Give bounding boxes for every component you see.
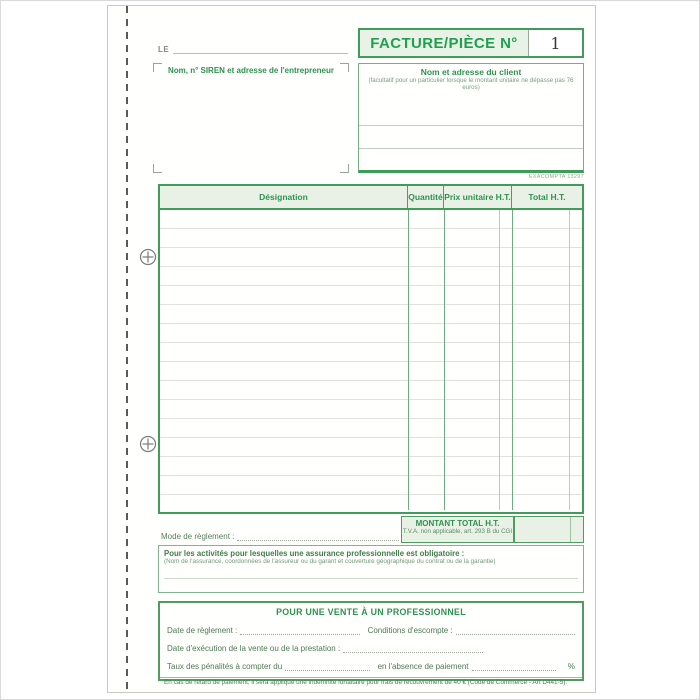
- client-box-title: Nom et adresse du client: [420, 67, 522, 77]
- perforation-dashed-line: [126, 6, 128, 692]
- client-box: [358, 63, 584, 173]
- insurance-write-line: [164, 578, 578, 579]
- penalites-date-write-line: [285, 662, 369, 671]
- conditions-escompte-label: Conditions d'escompte :: [367, 626, 453, 635]
- penalites-middle-label: en l'absence de paiement: [377, 662, 469, 671]
- column-header-total: Total H.T.: [528, 192, 566, 202]
- punch-hole-icon: [139, 248, 157, 266]
- penalites-row: [167, 662, 575, 671]
- professional-sale-title: POUR UNE VENTE À UN PROFESSIONNEL: [276, 607, 466, 617]
- cents-divider: [499, 210, 500, 510]
- payment-mode-write-line: [237, 532, 399, 541]
- column-divider: [408, 210, 409, 510]
- invoice-title: FACTURE/PIÈCE N°: [370, 34, 518, 52]
- total-row: [158, 516, 584, 543]
- date-reglement-write-line: [240, 626, 359, 635]
- entrepreneur-box: [153, 63, 349, 173]
- items-table-body: [160, 210, 582, 510]
- invoice-title-box: [358, 28, 584, 58]
- corner-mark-icon: [340, 164, 349, 173]
- payment-mode-line: [161, 532, 399, 541]
- date-execution-row: [167, 644, 575, 653]
- column-header-prix-unitaire: Prix unitaire H.T.: [444, 186, 512, 208]
- penalites-rate-write-line: [472, 662, 556, 671]
- items-table: [158, 184, 584, 514]
- professional-sale-section: [158, 601, 584, 686]
- invoice-number: 1: [550, 33, 561, 53]
- product-reference: EXACOMPTA 13297: [528, 174, 584, 180]
- column-header-designation: Désignation: [160, 186, 408, 208]
- total-amount-box: [514, 516, 584, 543]
- date-le-label: LE: [158, 45, 170, 54]
- corner-mark-icon: [153, 63, 162, 72]
- date-write-line: [173, 44, 348, 54]
- reglement-escompte-row: [167, 626, 575, 635]
- client-box-divider: [359, 125, 583, 126]
- corner-mark-icon: [153, 164, 162, 173]
- invoice-number-box: [528, 30, 582, 56]
- date-execution-label: Date d'exécution de la vente ou de la prestation :: [167, 644, 341, 653]
- client-box-subtitle: (facultatif pour un particulier lorsque le montant unitaire ne dépasse pas 76 euros): [368, 77, 574, 91]
- client-box-divider: [359, 148, 583, 149]
- insurance-title: Pour les activités pour lesquelles une assurance professionnelle est obligatoire :: [164, 549, 465, 558]
- insurance-subtitle: (Nom de l'assurance, coordonnées de l'assureur ou du garant et couverture géographique du contrat ou de la garantie): [164, 558, 496, 565]
- late-payment-footnote: En cas de retard de paiement, il sera appliqué une indemnité forfaitaire pour frais de recouvrement de 40 € (Code de Commerce - Art D441-5).: [160, 677, 582, 686]
- vat-exemption-note: T.V.A. non applicable, art. 293 B du CGI: [402, 528, 513, 535]
- date-reglement-label: Date de règlement :: [167, 626, 238, 635]
- column-divider: [444, 210, 445, 510]
- cents-divider: [569, 210, 570, 510]
- total-label-box: [401, 516, 514, 543]
- cents-divider: [570, 517, 571, 542]
- items-table-header: [160, 186, 582, 210]
- corner-mark-icon: [340, 63, 349, 72]
- insurance-section: [158, 545, 584, 593]
- column-header-quantite: Quantité: [408, 186, 444, 208]
- total-label: MONTANT TOTAL H.T.: [415, 519, 500, 528]
- penalites-prefix-label: Taux des pénalités à compter du: [167, 662, 283, 671]
- percent-sign: %: [567, 662, 575, 671]
- punch-hole-icon: [139, 435, 157, 453]
- date-line: [158, 44, 348, 54]
- payment-mode-label: Mode de règlement :: [161, 532, 235, 541]
- invoice-sheet: [107, 5, 596, 693]
- conditions-escompte-write-line: [456, 626, 575, 635]
- date-execution-write-line: [343, 644, 483, 653]
- entrepreneur-box-title: Nom, n° SIREN et adresse de l'entrepreneur: [167, 66, 335, 75]
- column-divider: [512, 210, 513, 510]
